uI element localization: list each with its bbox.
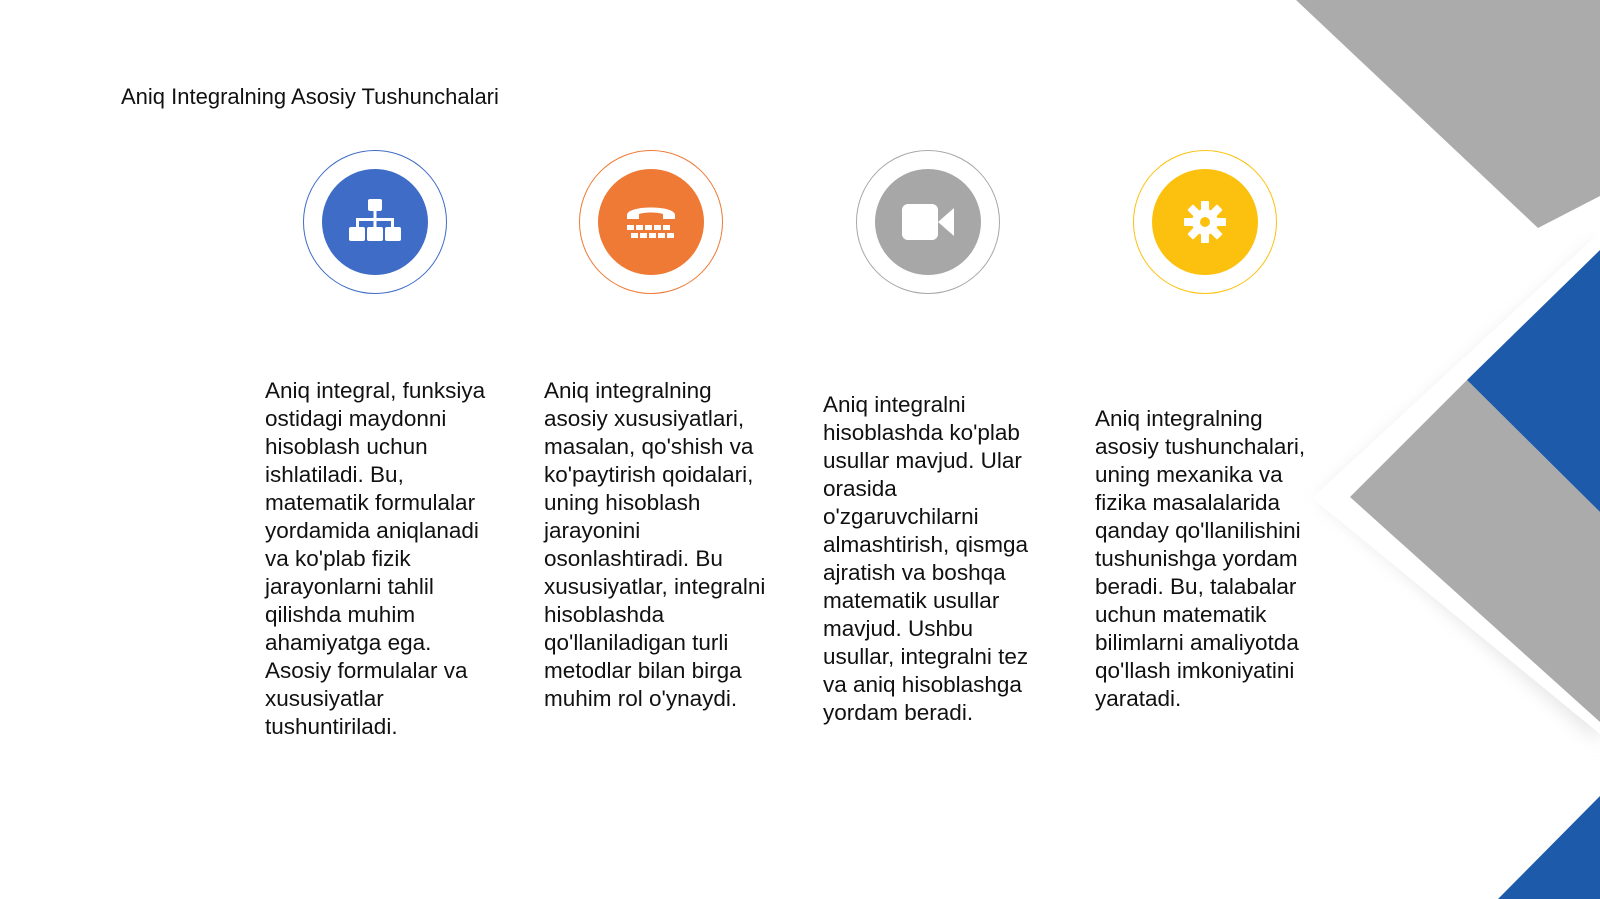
telephone-icon-disc: [598, 169, 704, 275]
gear-icon-ring: [1133, 150, 1277, 294]
sitemap-icon-ring: [303, 150, 447, 294]
card-3-text: Aniq integralni hisoblashda ko'plab usullar mavjud. Ular orasida o'zgaruvchilarni almashtirish, qismga ajratish va boshqa matematik usullar mavjud. Ushbu usullar, integralni tez va aniq hisoblashga yordam beradi.: [823, 392, 1029, 725]
sitemap-icon-disc: [322, 169, 428, 275]
telephone-icon-ring: [579, 150, 723, 294]
bottom-right-blue-triangle: [1498, 796, 1600, 899]
video-camera-icon-disc: [875, 169, 981, 275]
gear-icon-disc: [1152, 169, 1258, 275]
video-camera-icon-ring: [856, 150, 1000, 294]
card-2-text: Aniq integralning asosiy xususiyatlari, masalan, qo'shish va ko'paytirish qoidalari, uning hisoblash jarayonini osonlashtiradi. Bu xususiyatlar, integralni hisoblashda qo'llaniladigan turli metodlar bilan birga muhim rol o'ynaydi.: [544, 378, 766, 711]
card-4-text: Aniq integralning asosiy tushunchalari, uning mexanika va fizika masalalarida qanday qo'llanilishini tushunishga yordam beradi. Bu, talabalar uchun matematik bilimlarni amaliyotda qo'llash imkoniyatini yaratadi.: [1095, 406, 1306, 711]
top-right-gray-triangle: [1296, 0, 1600, 228]
video-camera-icon: [900, 202, 956, 242]
telephone-icon: [623, 201, 679, 243]
sitemap-icon: [347, 197, 403, 247]
slide-title: Aniq Integralning Asosiy Tushunchalari: [121, 84, 499, 109]
card-1-text: Aniq integral, funksiya ostidagi maydonni hisoblash uchun ishlatiladi. Bu, matematik formulalar yordamida aniqlanadi va ko'plab fizik jarayonlarni tahlil qilishda muhim ahamiyatga ega. Asosiy formulalar va xususiyatlar tushuntiriladi.: [265, 378, 486, 739]
gear-icon: [1182, 199, 1228, 245]
